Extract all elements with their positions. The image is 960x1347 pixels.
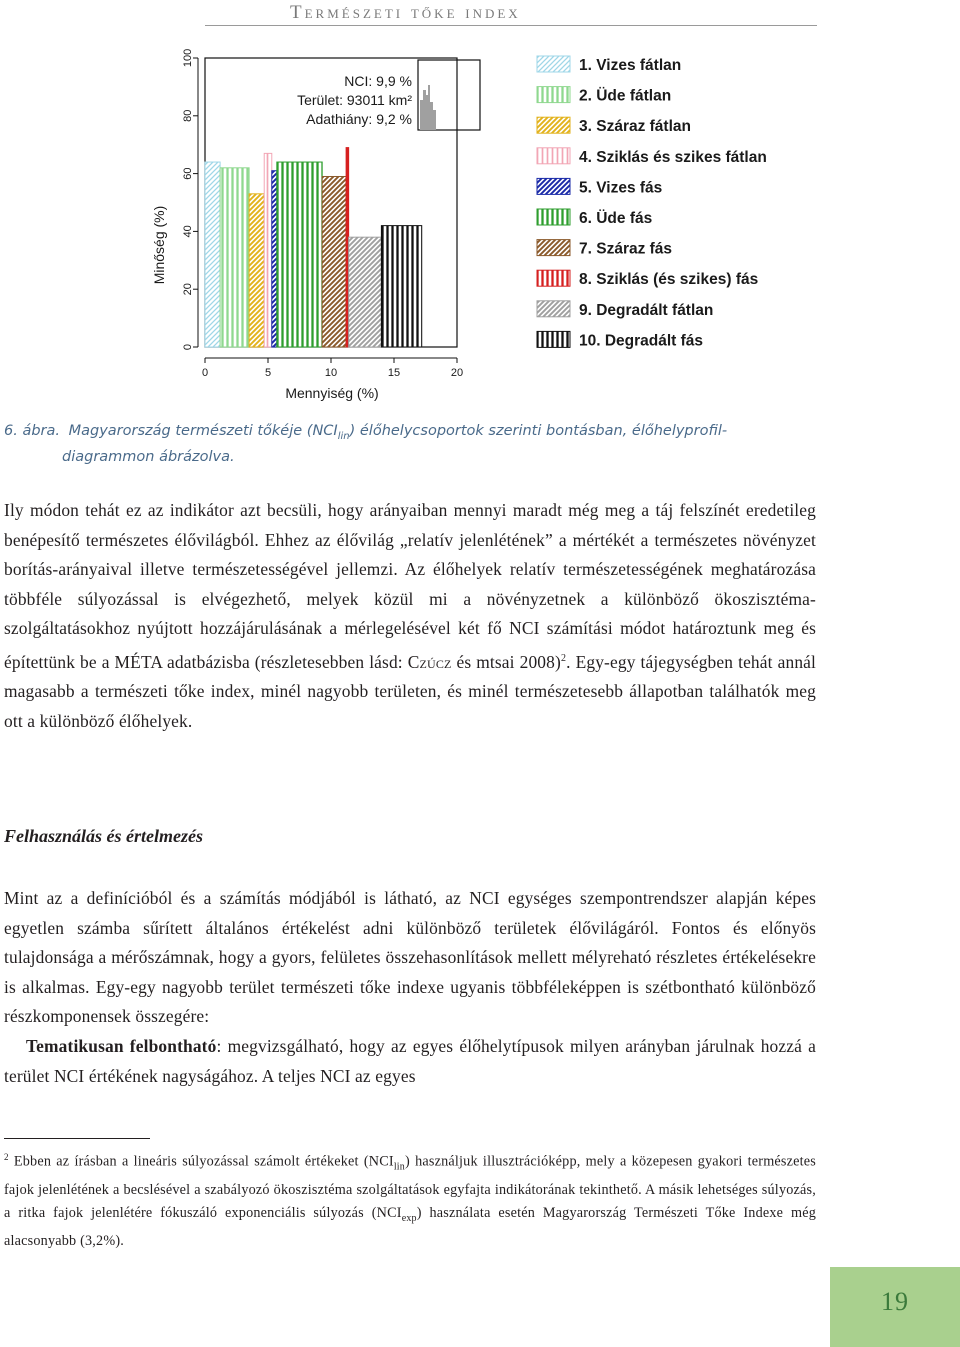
footnote-sub-exp: exp	[401, 1212, 417, 1224]
legend-swatch-6	[537, 209, 570, 225]
inset-mini-histogram	[418, 60, 480, 130]
paragraph-2	[4, 884, 816, 1091]
caption-label: 6. ábra.	[4, 423, 60, 439]
paragraph-1	[4, 496, 816, 737]
x-tick-label: 5	[264, 367, 272, 379]
legend-swatch-7	[537, 240, 570, 256]
legend-swatch-9	[537, 301, 570, 317]
bar-7	[322, 176, 346, 347]
footnote	[4, 1146, 816, 1252]
bar-4	[264, 153, 272, 347]
caption-sub: lin	[337, 430, 350, 442]
legend-label-6: 6. Üde fás	[579, 210, 653, 227]
legend-swatch-3	[537, 117, 570, 133]
bar-5	[272, 171, 277, 347]
y-tick-label: 80	[182, 109, 194, 122]
legend-label-1: 1. Vizes fátlan	[579, 57, 682, 74]
legend-label-2: 2. Üde fátlan	[579, 87, 672, 105]
legend-label-5: 5. Vizes fás	[579, 179, 663, 197]
chart-legend	[537, 56, 767, 349]
bar-6	[277, 162, 322, 347]
legend-swatch-2	[537, 87, 570, 103]
para3-bold: Tematikusan felbontható	[26, 1035, 217, 1056]
para1-text-a: Ily módon tehát ez az indikátor azt becsüli, hogy arányaiban mennyi maradt még meg a táj felszínét eredetileg benépesítő természetes élővilágból. Ehhez az élővilág „relatív jelenlétének” a mértékét a természetes növényzet borítás-arányaival illetve természetességével jellemzi. Az élőhelyek relatív természetességének meghatározása többféle súlyozással is elvégezhető, melyek közül mi a növényzetnek a különböző ökoszisztéma-szolgáltatásokhoz nyújtott hozzájárulásának a mérlegelésével két fő NCI számítási módot határoztunk meg és építettünk be a MÉTA adatbázisba (részletesebben lásd:	[4, 500, 816, 672]
legend-swatch-10	[537, 331, 570, 347]
bar-2	[220, 168, 249, 347]
x-axis-label: Mennyiség (%)	[285, 385, 379, 401]
legend-label-7: 7. Száraz fás	[579, 240, 673, 258]
footnote-text-a: Ebben az írásban a lineáris súlyozással számolt értékeket (NCI	[13, 1153, 394, 1170]
y-tick-label: 20	[182, 283, 194, 296]
bar-3	[249, 194, 264, 347]
x-tick-label: 15	[387, 367, 401, 379]
caption-text-b: ) élőhelycsoportok szerinti bontásban, élőhelyprofil-	[349, 423, 728, 439]
x-tick-label: 20	[450, 367, 464, 379]
footnote-text-c: ) használata esetén Magyarország Természeti Tőke Indexe még alacsonyabb (3,2%).	[4, 1204, 817, 1249]
para3-rest: : megvizsgálható, hogy az egyes élőhelytípusok milyen arányban járulnak hozzá a terület NCI értékének nagyságához. A teljes NCI az egyes	[4, 1035, 816, 1086]
legend-label-8: 8. Sziklás (és szikes) fás	[579, 271, 759, 289]
running-header: Természeti tőke index	[290, 2, 521, 23]
annotation-area: Terület: 93011 km²	[297, 92, 412, 108]
x-tick-label: 0	[201, 367, 209, 379]
para1-footnote-ref: 2	[560, 652, 567, 664]
caption-text-a: Magyarország természeti tőkéje (NCI	[68, 423, 338, 439]
legend-label-10: 10. Degradált fás	[579, 332, 704, 350]
legend-swatch-5	[537, 178, 570, 194]
page-number: 19	[881, 1287, 909, 1316]
bar-10	[381, 226, 421, 347]
section-title: Felhasználás és értelmezés	[4, 826, 204, 846]
chart-bars	[205, 148, 422, 347]
legend-swatch-4	[537, 148, 570, 164]
figure-caption	[4, 421, 818, 467]
legend-label-4: 4. Sziklás és szikes fátlan	[579, 148, 767, 166]
para1-text-c: . Egy-egy tájegységben tehát annál magasabb a természeti tőke index, minél nagyobb területen, és minél természetesebb állapotban találhatók meg ott a különböző élőhelyek.	[4, 651, 817, 731]
y-tick-label: 0	[182, 343, 194, 351]
footnote-rule	[4, 1138, 150, 1139]
bar-1	[205, 162, 220, 347]
annotation-missing: Adathiány: 9,2 %	[306, 111, 412, 127]
para2-text: Mint az a definícióból és a számítás módjából is látható, az NCI egységes szempontrendszer alapján képes egyetlen számba sűrített általános értékelést adni különböző területek élővilágáról. Fontos és előnyös tulajdonsága a mérőszámnak, hogy a gyors, felületes összehasonlítások mellett mélyreható részletes értékelésekre is alkalmas. Egy-egy nagyobb terület természeti tőke indexe ugyanis többféleképpen is szétbontható különböző részkomponensek összegére:	[4, 888, 816, 1027]
legend-label-3: 3. Száraz fátlan	[579, 118, 691, 136]
legend-swatch-8	[537, 270, 570, 286]
bar-9	[349, 237, 382, 347]
para1-text-b: és mtsai 2008)	[456, 651, 561, 672]
legend-swatch-1	[537, 56, 570, 72]
y-tick-label: 40	[182, 225, 194, 238]
footnote-mark: 2	[4, 1152, 9, 1162]
x-tick-label: 10	[324, 367, 338, 379]
footnote-sub-lin: lin	[393, 1161, 405, 1173]
annotation-nci: NCI: 9,9 %	[344, 73, 412, 89]
footnote-text-b: ) használjuk illusztrációképp, mely a közepesen gyakori természetes fajok jelenlétének a becslésével a szabályozó ökoszisztéma szolgáltatások egyfajta indikátorának tekinthető. A másik lehetséges súlyozás, a ritka fajok jelenlétére fókuszáló exponenciális súlyozás (NCI	[4, 1153, 816, 1221]
y-tick-label: 60	[182, 167, 194, 180]
para1-author: Czúcz	[407, 651, 452, 672]
y-axis-label: Minőség (%)	[151, 205, 167, 285]
habitat-profile-chart	[0, 40, 960, 410]
y-tick-label: 100	[182, 48, 194, 68]
caption-line2: diagrammon ábrázolva.	[62, 448, 235, 465]
header-rule	[205, 25, 817, 26]
legend-label-9: 9. Degradált fátlan	[579, 301, 714, 319]
